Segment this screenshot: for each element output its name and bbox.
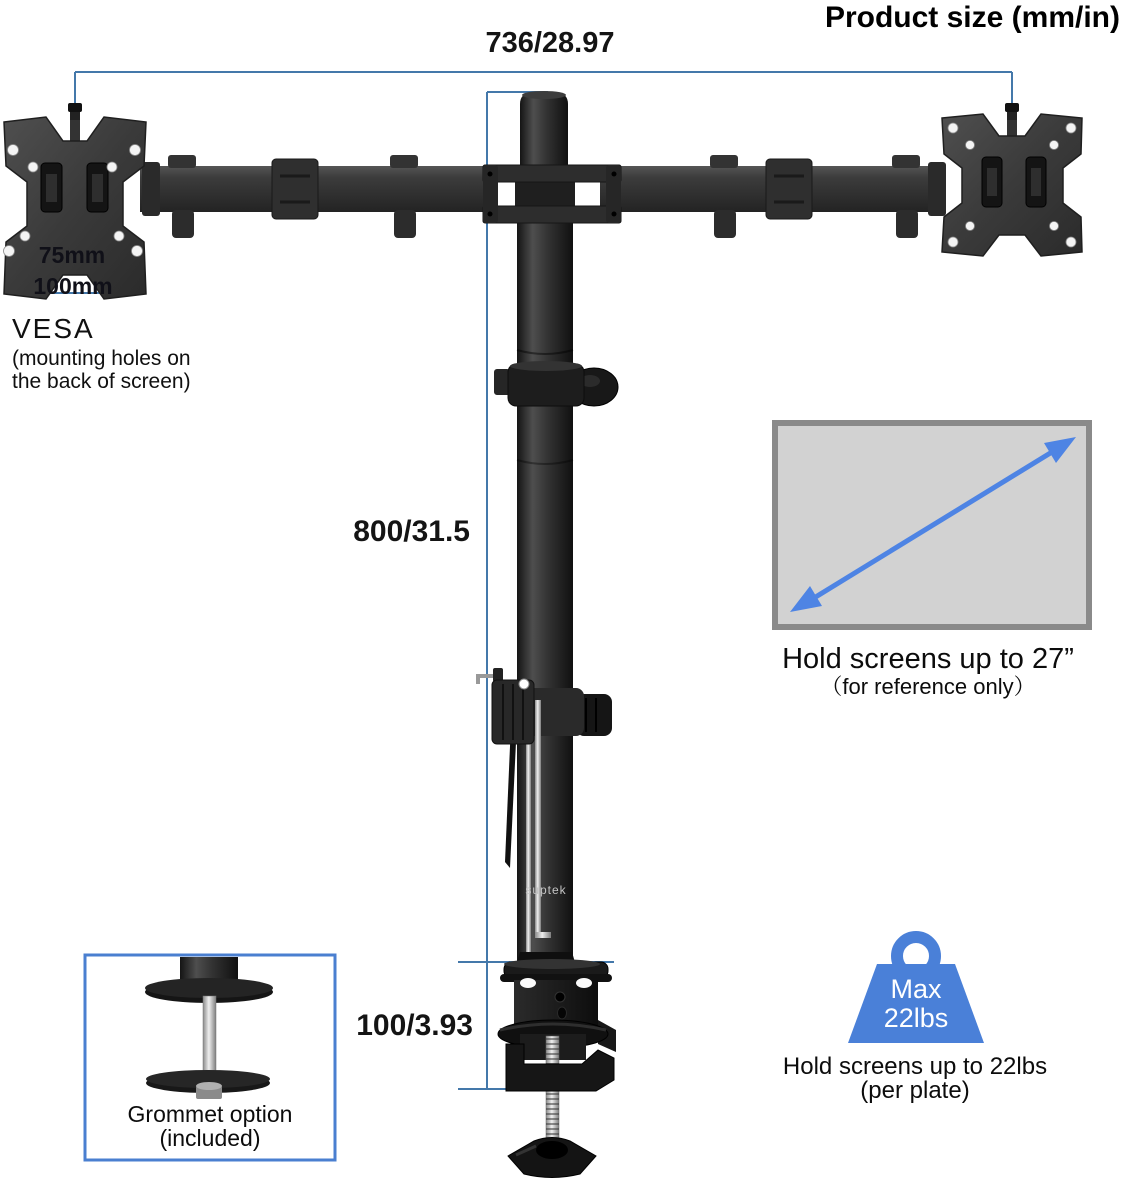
screen-caption: Hold screens up to 27”	[782, 643, 1074, 675]
vesa-plate-left	[4, 103, 147, 299]
weight-caption: Hold screens up to 22lbs	[782, 1053, 1048, 1080]
screen-subcaption: （for reference only）	[820, 674, 1036, 699]
vesa-plate-right	[942, 103, 1082, 256]
dim-pole-height-label: 800/31.5	[353, 515, 470, 548]
vesa-100-label: 100mm	[33, 273, 113, 299]
vesa-heading: VESA	[12, 313, 95, 344]
dim-clamp-height-label: 100/3.93	[356, 1009, 473, 1042]
page-title: Product size (mm/in)	[824, 1, 1120, 34]
arm-right	[600, 155, 946, 238]
brand-label: suptek	[525, 883, 567, 897]
weight-subcaption: (per plate)	[860, 1077, 970, 1104]
grommet-subcaption: (included)	[159, 1125, 261, 1151]
vesa-note-line2: the back of screen)	[12, 370, 191, 393]
vesa-note-line1: (mounting holes on	[12, 347, 191, 370]
weight-badge-lbs: 22lbs	[883, 1003, 949, 1033]
dim-arm-width-label: 736/28.97	[485, 27, 615, 59]
height-collar-upper	[494, 361, 618, 406]
weight-badge-max: Max	[890, 974, 942, 1004]
arm-left	[140, 155, 490, 238]
desk-clamp	[498, 952, 616, 1178]
vesa-75-label: 75mm	[38, 242, 106, 268]
grommet-caption: Grommet option	[127, 1101, 293, 1127]
